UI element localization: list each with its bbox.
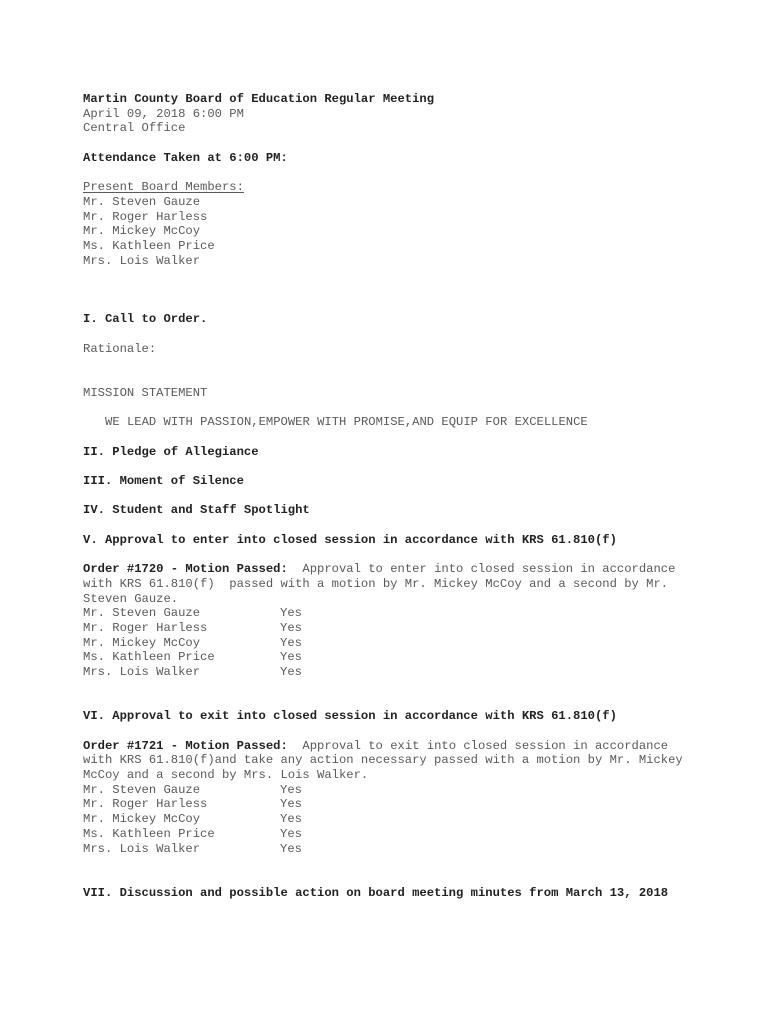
section-spotlight: IV. Student and Staff Spotlight [83, 503, 310, 518]
order-1720-text: Approval to enter into closed session in accordance with KRS 61.810(f) passed with a motion by Mr. Mickey McCoy and a second by Mr. Steven Gauze. [83, 562, 683, 606]
vote-row [83, 797, 743, 812]
mission-heading: MISSION STATEMENT [83, 385, 208, 400]
section-call-to-order: I. Call to Order. [83, 312, 208, 327]
vote-value: Yes [280, 812, 302, 827]
order-1720-votes [83, 606, 743, 680]
vote-value: Yes [280, 826, 302, 841]
attendance-heading: Attendance Taken at 6:00 PM: [83, 150, 288, 165]
vote-row [83, 606, 743, 621]
meeting-datetime: April 09, 2018 6:00 PM [83, 106, 244, 121]
vote-row [83, 827, 743, 842]
member-item: Mr. Steven Gauze [83, 194, 201, 209]
vote-value: Yes [280, 665, 302, 680]
member-item: Mr. Mickey McCoy [83, 224, 201, 239]
voter-name: Mr. Steven Gauze [83, 782, 201, 797]
voter-name: Mrs. Lois Walker [83, 665, 201, 680]
vote-row [83, 665, 743, 680]
member-item: Mr. Roger Harless [83, 209, 208, 224]
vote-value: Yes [280, 841, 302, 856]
vote-value: Yes [280, 635, 302, 650]
order-1721-label: Order #1721 - Motion Passed: [83, 738, 288, 753]
meeting-minutes [83, 92, 743, 900]
present-members-label: Present Board Members: [83, 180, 244, 195]
order-1721-votes [83, 783, 743, 857]
mission-text: WE LEAD WITH PASSION,EMPOWER WITH PROMISE,AND EQUIP FOR EXCELLENCE [105, 415, 588, 430]
section-exit-closed-session: VI. Approval to exit into closed session in accordance with KRS 61.810(f) [83, 709, 617, 724]
vote-value: Yes [280, 606, 302, 621]
voter-name: Mr. Roger Harless [83, 621, 208, 636]
vote-value: Yes [280, 650, 302, 665]
vote-row [83, 783, 743, 798]
vote-row [83, 636, 743, 651]
vote-value: Yes [280, 782, 302, 797]
meeting-title: Martin County Board of Education Regular Meeting [83, 92, 435, 106]
voter-name: Mr. Mickey McCoy [83, 812, 201, 827]
voter-name: Ms. Kathleen Price [83, 650, 215, 665]
section-enter-closed-session: V. Approval to enter into closed session in accordance with KRS 61.810(f) [83, 532, 617, 547]
vote-row [83, 650, 743, 665]
voter-name: Ms. Kathleen Price [83, 826, 215, 841]
order-1721-text: Approval to exit into closed session in accordance with KRS 61.810(f)and take any action necessary passed with a motion by Mr. Mickey McCoy and a second by Mrs. Lois Walker. [83, 738, 691, 783]
voter-name: Mr. Steven Gauze [83, 606, 201, 621]
member-item: Mrs. Lois Walker [83, 253, 201, 268]
order-1721-paragraph [83, 739, 693, 783]
order-1720-label: Order #1720 - Motion Passed: [83, 562, 288, 577]
section-moment-of-silence: III. Moment of Silence [83, 474, 244, 489]
order-1720-paragraph [83, 562, 693, 606]
voter-name: Mr. Roger Harless [83, 797, 208, 812]
section-pledge: II. Pledge of Allegiance [83, 444, 259, 459]
member-item: Ms. Kathleen Price [83, 239, 215, 253]
voter-name: Mr. Mickey McCoy [83, 635, 201, 650]
voter-name: Mrs. Lois Walker [83, 841, 201, 856]
vote-value: Yes [280, 621, 302, 636]
rationale-label: Rationale: [83, 341, 157, 356]
vote-row [83, 812, 743, 827]
vote-value: Yes [280, 797, 302, 812]
meeting-location: Central Office [83, 121, 186, 136]
vote-row [83, 621, 743, 636]
section-board-minutes-discussion: VII. Discussion and possible action on board meeting minutes from March 13, 2018 [83, 885, 669, 900]
vote-row [83, 842, 743, 857]
